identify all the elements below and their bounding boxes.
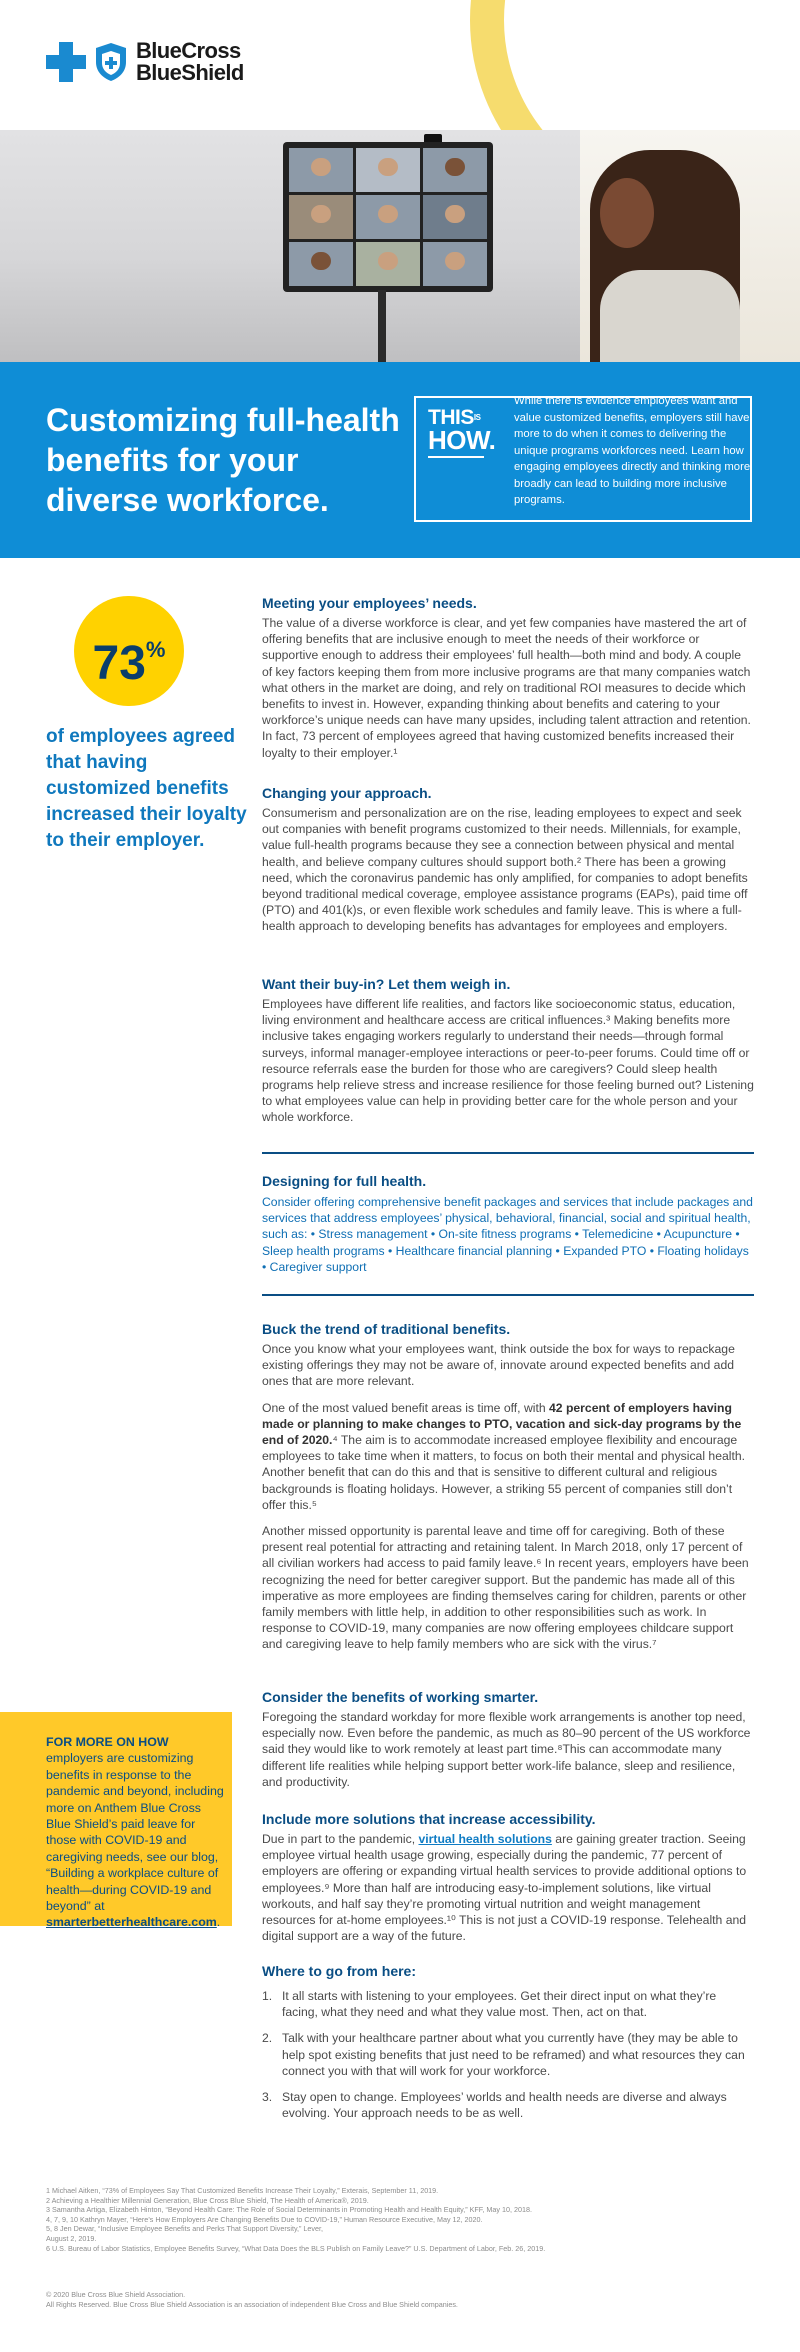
footnote: 3 Samantha Artiga, Elizabeth Hinton, “Beyond Health Care: The Role of Social Determinants in Promoting Health and Health Equity,” KFF, May 10, 2018. (46, 2205, 532, 2215)
footnote: 5, 8 Jen Dewar, “Inclusive Employee Benefits and Perks That Support Diversity,” Lever, (46, 2224, 323, 2234)
step-text: Talk with your healthcare partner about what you currently have (they may be able to help spot existing benefits that just need to be reframed) and what resources they can connect you with that will work for your workforce. (282, 2031, 745, 2078)
paragraph: Another missed opportunity is parental leave and time off for caregiving. Both of these present real potential for attracting and retaining talent. In March 2018, only 17 percent of all civilian workers had access to paid family leave.⁶ In recent years, employers have been recognizing the need for better caregiver support. But the pandemic has made all of this imperative as more employees are finding themselves caring for children, parents or other family members with little help, in addition to other responsibilities such as work. In response to COVID-19, many companies are now offering employees childcare support and caregiving leave to help family members who are sick with the virus.⁷ (262, 1524, 749, 1652)
paragraph-start: One of the most valued benefit areas is time off, with (262, 1400, 550, 1415)
hero-photo (0, 130, 800, 362)
section-changing (262, 784, 754, 935)
section-buyin (262, 975, 754, 1126)
video-call-monitor (283, 142, 493, 292)
section-body (262, 1831, 754, 1944)
section-heading: Designing for full health. (262, 1173, 427, 1189)
section-meeting (262, 594, 754, 761)
section-heading: Where to go from here: (262, 1963, 417, 1979)
video-tile (423, 195, 487, 239)
brand-line-2: BlueShield (136, 60, 244, 85)
section-where (262, 1962, 754, 2131)
video-tile (289, 195, 353, 239)
callout-body: employers are customizing benefits in response to the pandemic and beyond, including more on Anthem Blue Cross Blue Shield’s paid leave for those with COVID-19 and caregiving needs, see our blog, “Building a workplace culture of health—during COVID-19 and beyond” at (46, 1751, 224, 1914)
how-this-word: THIS (428, 406, 474, 429)
monitor-stand (378, 290, 386, 362)
virtual-health-link[interactable]: virtual health solutions (418, 1832, 552, 1846)
video-tile (289, 148, 353, 192)
section-body: Consumerism and personalization are on the rise, leading employees to expect and seek out companies with benefit programs customized to their needs. Millennials, for example, value full-health programs because they see a connection between physical and mental health, and believe company cultures should support both.² There has been a growing need, which the coronavirus pandemic has only amplified, for companies to adopt benefits beyond traditional medical coverage, employee assistance programs (EAPs), paid time off (PTO) and 401(k)s, or even flexible work schedules and family leave. This is where a full-health approach to developing benefits has advantages for employees and employers. (262, 806, 748, 934)
bcbs-logo (46, 40, 244, 84)
paragraph (262, 1400, 754, 1513)
stat-number (74, 624, 184, 690)
this-is-how-logo (428, 406, 496, 458)
list-item (262, 2030, 754, 2079)
brand-name (136, 40, 244, 84)
section-heading: Changing your approach. (262, 785, 432, 801)
how-underline (428, 456, 484, 458)
copyright-line: All Rights Reserved. Blue Cross Blue Shield Association is an association of independent Blue Cross and Blue Shield companies. (46, 2299, 458, 2309)
brand-line-1: BlueCross (136, 38, 241, 63)
section-heading: Want their buy-in? Let them weigh in. (262, 976, 511, 992)
step-text: Stay open to change. Employees’ worlds and health needs are diverse and always evolving. Your approach needs to be as well. (282, 2090, 727, 2121)
video-tile (289, 242, 353, 286)
divider-bottom (262, 1294, 754, 1296)
divider-top (262, 1152, 754, 1154)
section-body: Consider offering comprehensive benefit packages and services that include packages and services that address employees’ physical, behavioral, financial, social and spiritual health, such as: • Stress management • On-site fitness programs • Telemedicine • Acupuncture • Sleep health programs • Healthcare financial planning • Expanded PTO • Floating holidays • Caregiver support (262, 1195, 753, 1274)
footnote: 6 U.S. Bureau of Labor Statistics, Employee Benefits Survey, “What Data Does the BLS Publish on Family Leave?” U.S. Department of Labor, Feb. 26, 2019. (46, 2243, 546, 2253)
page-title: Customizing full-health benefits for your diverse workforce. (46, 402, 400, 518)
section-access (262, 1810, 754, 1944)
blue-cross-icon (46, 42, 86, 82)
copyright-line: © 2020 Blue Cross Blue Shield Association. (46, 2290, 186, 2299)
list-item (262, 1988, 754, 2020)
how-is-word: IS (473, 413, 481, 422)
video-tile (356, 148, 420, 192)
paragraph-end: ⁴ The aim is to accommodate increased employee flexibility and encourage employees to take time when it matters, to focus on both their mental and physical health. Another benefit that can do this and that is sensitive to different cultural and religious backgrounds is floating holidays. However, a striking 55 percent of companies still don’t offer this.⁵ (262, 1433, 746, 1512)
blue-shield-icon (94, 42, 128, 82)
callout-link[interactable]: smarterbetterhealthcare.com (46, 1915, 217, 1930)
section-smarter (262, 1688, 754, 1790)
section-buck (262, 1320, 754, 1653)
step-number: 3. (262, 2090, 273, 2105)
section-body: Employees have different life realities, and factors like socioeconomic status, education, living environment and healthcare access are critical influences.³ Making benefits more inclusive takes engaging workers regularly to understand their needs—through formal surveys, informal manager-employee interactions or peer-to-peer forums. Could time off or resource referrals ease the burden for those who are caregivers? Could sleep health programs help relieve stress and increase resilience for those feeling burned out? Listening to what employees value can help in providing better care for the whole person and your whole workforce. (262, 997, 754, 1125)
footnote: 2 Achieving a Healthier Millennial Generation, Blue Cross Blue Shield, The Health of America®, 2019. (46, 2195, 369, 2205)
steps-list (262, 1988, 754, 2121)
how-how-word: HOW. (428, 425, 496, 455)
person-shirt (600, 270, 740, 362)
video-tile (423, 148, 487, 192)
video-tile (356, 195, 420, 239)
page-header (0, 0, 800, 130)
section-body: Foregoing the standard workday for more flexible work arrangements is another top need, especially now. Even before the pandemic, as much as 80–90 percent of the US workforce said they would like to work remotely at least part time.⁸This can accommodate many different life realities while helping support better work-life balance, sleep and resilience, and productivity. (262, 1710, 751, 1789)
section-heading: Buck the trend of traditional benefits. (262, 1321, 511, 1337)
footnote: 1 Michael Aitken, “73% of Employees Say That Customized Benefits Increase Their Loyalty,” Exterais, September 11, 2019. (46, 2186, 439, 2195)
person-face (600, 178, 654, 248)
banner-intro: While there is evidence employees want and value customized benefits, employers still have more to do when it comes to delivering the unique programs workforces need. Learn how engaging employees directly and thinking more broadly can lead to building more inclusive programs. (514, 395, 751, 506)
callout-end: . (216, 1915, 221, 1930)
body-end: are gaining greater traction. Seeing employee virtual health usage growing, especially during the pandemic, 77 percent of employers are offering or expanding virtual health services to provide additional options to employees.⁹ More than half are introducing easy-to-implement solutions, like virtual workouts, and half say they’re promoting virtual nutrition and weight management resources for at-home employees.¹⁰ This is not just a COVID-19 response. Telehealth and digital support are a way of the future. (262, 1832, 747, 1944)
section-heading: Consider the benefits of working smarter. (262, 1689, 539, 1705)
callout-text (46, 1734, 226, 1931)
footnote: 4, 7, 9, 10 Kathryn Mayer, “Here’s How Employers Are Changing Benefits Due to COVID-19,” Human Resource Executive, May 12, 2020. (46, 2214, 483, 2224)
stat-value: 73 (92, 637, 146, 690)
paragraph-emphasis: 42 percent of employers having made or planning to make changes to PTO, vacation and sick-day programs by the end of 2020. (262, 1400, 742, 1448)
copyright (46, 2290, 746, 2309)
step-text: It all starts with listening to your employees. Get their direct input on what they’re facing, what they need and what they value most. Then, act on that. (282, 1989, 717, 2020)
video-tile (356, 242, 420, 286)
section-body: The value of a diverse workforce is clear, and yet few companies have mastered the art of offering benefits that are inclusive enough to meet the needs of their workforce or supportive enough to address their employees’ full health—both mind and body. A couple of key factors keeping them from more inclusive programs are that many companies watch what others in the market are doing, and rely on traditional ROI measures to decide which benefits to invest in. However, expanding thinking about benefits and catering to your workforce’s unique needs can have many upsides, including talent attraction and retention. In fact, 73 percent of employees agreed that having customized benefits increased their loyalty to their employer.¹ (262, 616, 751, 760)
video-tiles (289, 148, 487, 286)
video-tile (423, 242, 487, 286)
list-item (262, 2089, 754, 2121)
section-designing (262, 1172, 754, 1275)
footnotes (46, 2186, 746, 2253)
stat-percent: % (145, 637, 166, 662)
body-start: Due in part to the pandemic, (262, 1832, 419, 1846)
step-number: 1. (262, 1989, 273, 2003)
stat-caption: of employees agreed that having customized benefits increased their loyalty to their employer. (46, 726, 247, 851)
section-heading: Include more solutions that increase accessibility. (262, 1811, 596, 1827)
section-heading: Meeting your employees’ needs. (262, 595, 477, 611)
callout-lead: FOR MORE ON HOW (46, 1735, 169, 1749)
paragraph: Once you know what your employees want, think outside the box for ways to repackage existing offerings they may not be aware of, innovate around expected benefits and add ones that are more relevant. (262, 1342, 735, 1389)
decorative-arc (470, 0, 800, 130)
footnote: August 2, 2019. (46, 2233, 97, 2243)
step-number: 2. (262, 2031, 273, 2046)
